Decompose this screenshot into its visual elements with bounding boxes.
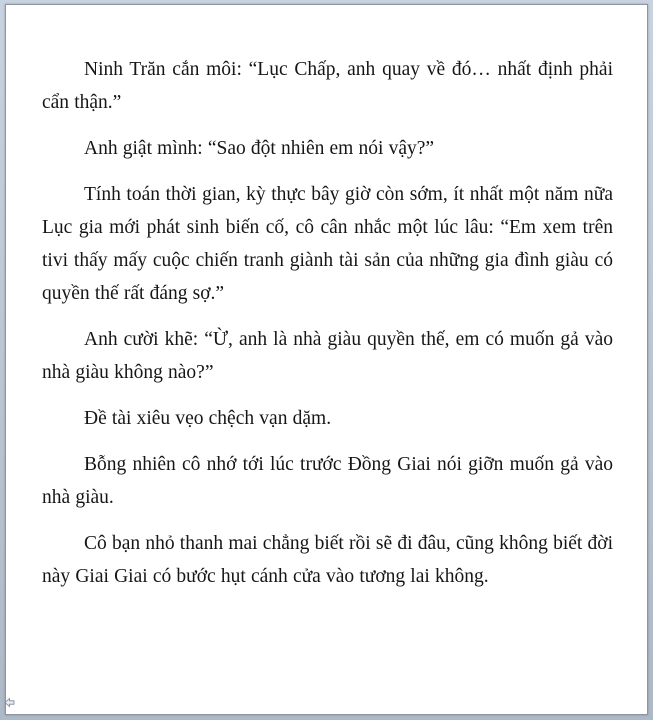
paragraph-7: Cô bạn nhỏ thanh mai chẳng biết rồi sẽ đi đâu, cũng không biết đời này Giai Giai có bước hụt cánh cửa vào tương lai không. — [42, 533, 613, 587]
paragraph-4: Anh cười khẽ: “Ừ, anh là nhà giàu quyền thế, em có muốn gả vào nhà giàu không nào?” — [42, 329, 613, 383]
document-page — [5, 4, 648, 715]
paragraph-3: Tính toán thời gian, kỳ thực bây giờ còn sớm, ít nhất một năm nữa Lục gia mới phát sinh biến cố, cô cân nhắc một lúc lâu: “Em xem trên tivi thấy mấy cuộc chiến tranh giành tài sản của những gia đình giàu có quyền thế rất đáng sợ.” — [42, 184, 613, 304]
paragraph-5: Đề tài xiêu vẹo chệch vạn dặm. — [84, 408, 332, 429]
document-body — [42, 53, 613, 606]
back-arrow-icon[interactable] — [3, 696, 15, 708]
paragraph-1: Ninh Trăn cắn môi: “Lục Chấp, anh quay về đó… nhất định phải cẩn thận.” — [42, 59, 613, 113]
paragraph-2: Anh giật mình: “Sao đột nhiên em nói vậy?” — [84, 138, 435, 159]
paragraph-6: Bỗng nhiên cô nhớ tới lúc trước Đồng Giai nói giỡn muốn gả vào nhà giàu. — [42, 454, 613, 508]
